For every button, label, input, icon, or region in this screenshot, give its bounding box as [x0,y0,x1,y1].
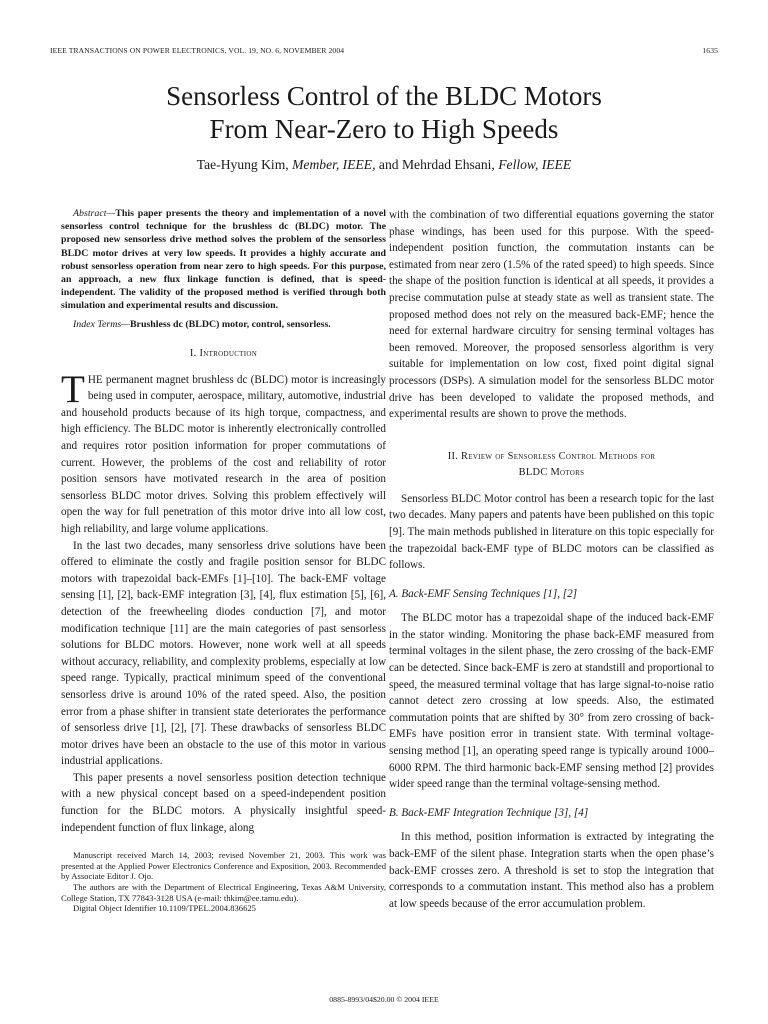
intro-paragraph-1 [61,367,386,538]
abstract-text: This paper presents the theory and implementation of a novel sensorless control technique for the brushless dc (BLDC) motor. The proposed new sensorless drive method solves the problem of the sensorless BLDC motor drives at very low speeds. It provides a highly accurate and robust sensorless operation from near zero to high speeds. For this purpose, an approach, a new flux linkage function is defined, that is speed-independent. The validity of the proposed method is verified through both simulation and experimental results and discussion. [61,208,386,312]
footnote-affiliation: The authors are with the Department of Electrical Engineering, Texas A&M University, College Station, TX 77843-3128 USA (e-mail: thkim@ee.tamu.edu). [61,882,386,903]
section2-heading [389,449,714,481]
author1-name: Tae-Hyung Kim, [196,157,289,172]
author2-grade: Fellow, IEEE [498,157,572,172]
footnotes [61,850,386,914]
page-number: 1635 [702,46,718,55]
journal-name: IEEE TRANSACTIONS ON POWER ELECTRONICS, VOL. 19, NO. 6, NOVEMBER 2004 [50,46,345,55]
section2-title-line1: Review of Sensorless Control Methods for [461,450,656,462]
section1-number: I. [189,347,197,359]
section1-heading [61,346,386,362]
paper-title-line2: From Near-Zero to High Speeds [209,114,559,144]
intro-paragraph-2: In the last two decades, many sensorless drive solutions have been offered to eliminate the costly and fragile position sensor for BLDC motors with trapezoidal back-EMFs [1]–[10]. The back-EMF voltage sensing [1], [2], back-EMF integration [3], [4], flux estimation [5], [6], detection of the freewheeling diodes conduction [7], and motor modification technique [11] are the main categories of past sensorless solutions for BLDC motors. However, none work well at all speeds without accuracy, reliability, and complexity problems, especially at low speed range. Typically, practical minimum speed of the conventional sensorless drive is around 10% of the rated speed. Also, the position error from a phase shifter in transient state deteriorates the performance of sensorless drive [1], [2], [7]. These drawbacks of sensorless BLDC motor drives have been an obstacle to the use of this motor in various industrial applications. [61,539,386,768]
abstract [61,207,386,313]
section1-title: Introduction [199,347,258,359]
intro-paragraph-3-continued: with the combination of two differential equations governing the stator phase windings, has been used for this purpose. With the speed-independent position function, the commutation instants can be estimated from near zero (1.5% of the rated speed) to high speeds. Since the shape of the position function is identical at all speeds, it provides a precise commutation pulse at steady state as well as transient state. The proposed method does not rely on the measured back-EMF; hence the need for external hardware circuitry for sensing terminal voltages has been removed. Moreover, the proposed sensorless algorithm is very suitable for implementation on low cost, fixed point digital signal processors (DSPs). A simulation model for the sensorless BLDC motor drive has been developed to validate the proposed methods, and experimental results are shown to prove the methods. [389,209,714,421]
author-conjunction: and Mehrdad Ehsani, [378,157,495,172]
author-line [0,157,768,173]
intro-paragraph-1-text: HE permanent magnet brushless dc (BLDC) motor is increasingly being used in computer, aerospace, military, automotive, industrial and household products because of its high torque, compactness, and high efficiency. The BLDC motor is inherently electronically controlled and requires rotor position information for proper commutations of current. However, the problems of the cost and reliability of rotor position sensors have motivated research in the area of position sensorless BLDC motor drives. Solving this problem effectively will open the way for full penetration of this motor drive into all low cost, high reliability, and large volume applications. [61,373,386,535]
review-paragraph: Sensorless BLDC Motor control has been a research topic for the last two decades. Many papers and patents have been published on this topic [9]. The main methods published in literature on this topic especially for the trapezoidal back-EMF type of BLDC motors can be classified as follows. [389,492,714,572]
footnote-doi: Digital Object Identifier 10.1109/TPEL.2004.836625 [73,903,256,914]
index-terms [61,318,386,331]
left-column [61,207,386,914]
abstract-label: Abstract— [73,208,116,219]
section2-number: II. [447,450,459,462]
footnote-manuscript: Manuscript received March 14, 2003; revised November 21, 2003. This work was presented at the Applied Power Electronics Conference and Exposition, 2003. Recommended by Associate Editor J. Ojo. [61,850,386,882]
subsection-b-paragraph: In this method, position information is extracted by integrating the back-EMF of the silent phase. Integration starts when the open phase’s back-EMF crosses zero. A threshold is set to stop the integration that corresponds to a commutation instant. This method also has a problem at low speeds because of the error accumulation problem. [389,831,714,910]
right-column [389,207,714,912]
paper-title-line1: Sensorless Control of the BLDC Motors [166,81,602,111]
drop-cap: T [61,367,85,411]
subsection-b-heading: B. Back-EMF Integration Technique [3], [4] [389,806,589,819]
author1-grade: Member, IEEE, [292,157,376,172]
section2-title-line2: BLDC Motors [518,466,585,478]
index-terms-label: Index Terms— [73,318,130,330]
intro-paragraph-3: This paper presents a novel sensorless position detection technique with a new physical concept based on a speed-independent position function for the BLDC motors. A physically insightful speed-independent function of flux linkage, along [61,771,386,834]
index-terms-text: Brushless dc (BLDC) motor, control, sensorless. [129,318,331,330]
subsection-a-heading: A. Back-EMF Sensing Techniques [1], [2] [389,587,578,600]
copyright-footer: 0885-8993/04$20.00 © 2004 IEEE [329,995,439,1004]
paper-title [0,80,768,146]
subsection-a-paragraph: The BLDC motor has a trapezoidal shape of the induced back-EMF in the stator winding. Monitoring the phase back-EMF measured from terminal voltages in the silent phase, the zero crossing of the back-EMF can be detected. Since back-EMF is zero at standstill and proportional to speed, the measured terminal voltage that has large signal-to-noise ratio cannot detect zero crossing at low speeds. Also, the estimated commutation points that are shifted by 30° from zero crossing of back-EMFs have position error in transient state. With terminal voltage-sensing method [1], an operating speed range is typically around 1000–6000 RPM. The third harmonic back-EMF sensing method [2] provides wider speed range than the terminal voltage-sensing method. [389,612,714,791]
